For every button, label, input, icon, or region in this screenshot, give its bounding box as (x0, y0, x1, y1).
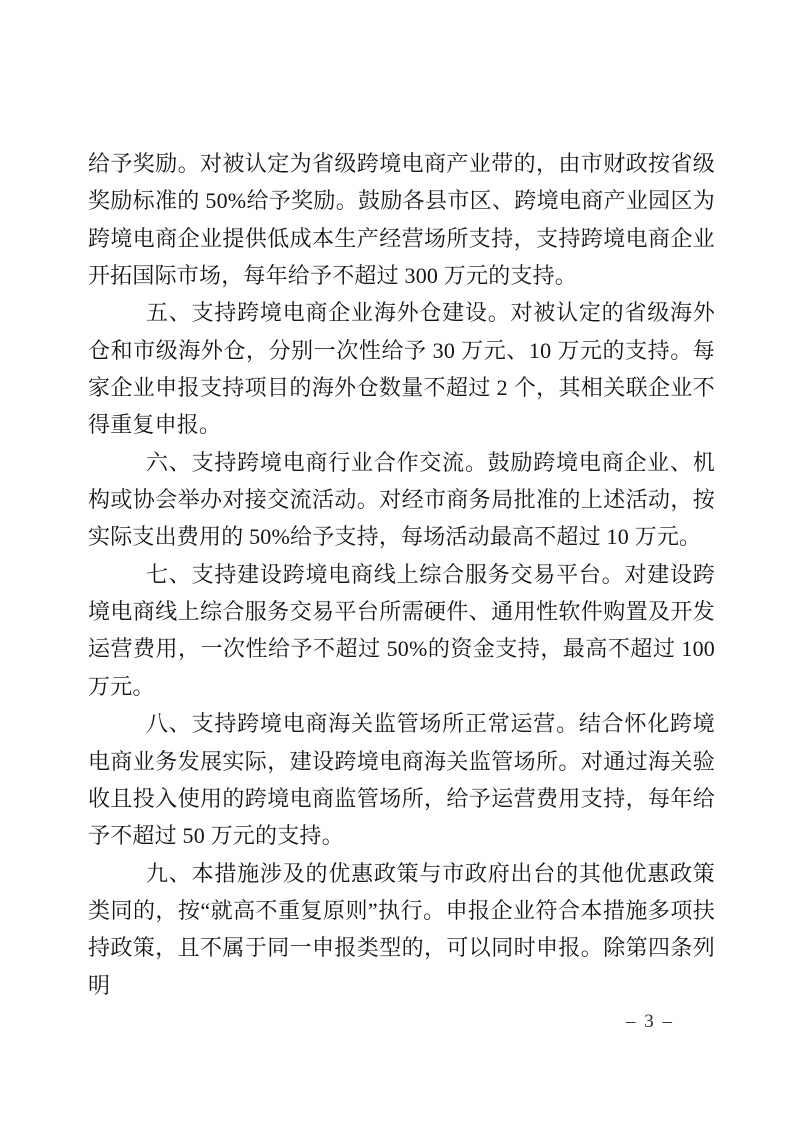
paragraph-item-8: 八、支持跨境电商海关监管场所正常运营。结合怀化跨境电商业务发展实际，建设跨境电商海关监管场所。对通过海关验收且投入使用的跨境电商监管场所，给予运营费用支持，每年给予不超过 50 万元的支持。 (88, 711, 715, 849)
paragraph-item-9: 九、本措施涉及的优惠政策与市政府出台的其他优惠政策类同的，按“就高不重复原则”执行。申报企业符合本措施多项扶持政策，且不属于同一申报类型的，可以同时申报。除第四条列明 (88, 860, 715, 998)
paragraph-item-7: 七、支持建设跨境电商线上综合服务交易平台。对建设跨境电商线上综合服务交易平台所需硬件、通用性软件购置及开发运营费用，一次性给予不超过 50%的资金支持，最高不超过 100 万元。 (88, 561, 715, 699)
paragraph-continuation: 给予奖励。对被认定为省级跨境电商产业带的，由市财政按省级奖励标准的 50%给予奖励。鼓励各县市区、跨境电商产业园区为跨境电商企业提供低成本生产经营场所支持，支持跨境电商企业开拓国际市场，每年给予不超过 300 万元的支持。 (88, 151, 715, 289)
paragraph-item-6: 六、支持跨境电商行业合作交流。鼓励跨境电商企业、机构或协会举办对接交流活动。对经市商务局批准的上述活动，按实际支出费用的 50%给予支持，每场活动最高不超过 10 万元。 (88, 449, 715, 550)
paragraph-item-5: 五、支持跨境电商企业海外仓建设。对被认定的省级海外仓和市级海外仓，分别一次性给予 30 万元、10 万元的支持。每家企业申报支持项目的海外仓数量不超过 2 个，其相关联企业不得重复申报。 (88, 300, 715, 438)
page-number: – 3 – (626, 1011, 674, 1032)
document-body (88, 145, 715, 1004)
